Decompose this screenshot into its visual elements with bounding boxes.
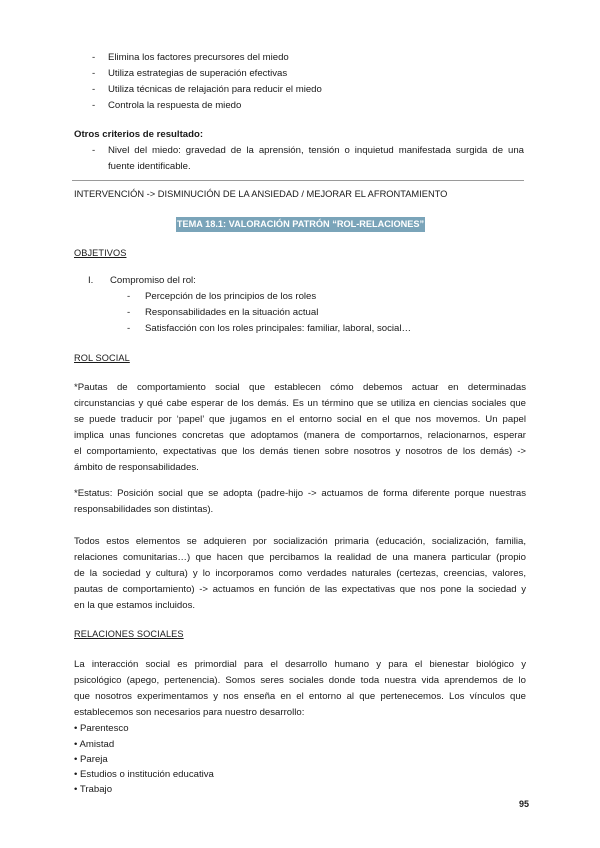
paragraph (74, 657, 526, 721)
list-item (92, 143, 524, 159)
dash-bullet: - (92, 145, 96, 156)
dash-bullet: - (92, 52, 96, 63)
bullet-item: • Pareja (74, 754, 108, 765)
paragraph-line: el comportamiento, expectativas que los demás tienen sobre nosotros y nosotros de los demás) -> (74, 446, 526, 457)
paragraph-line: en la que estamos incluidos. (74, 600, 196, 611)
paragraph-line: psicológico (apego, pertenencia). Somos seres sociales donde toda nuestra vida aprendemos de lo (74, 675, 526, 686)
list-item-text: Utiliza estrategias de superación efectivas (108, 68, 288, 79)
topic-title-banner: TEMA 18.1: VALORACIÓN PATRÓN “ROL-RELACIONES” (176, 217, 425, 232)
paragraph-line: *Pautas de comportamiento social que establecen cómo debemos actuar en determinadas (74, 382, 526, 393)
divider (72, 180, 524, 181)
sub-list-item-text: Percepción de los principios de los roles (145, 291, 317, 302)
dash-bullet: - (127, 323, 131, 334)
paragraph-line: La interacción social es primordial para el desarrollo humano y para el bienestar biológico y (74, 659, 526, 670)
intervencion-line: INTERVENCIÓN -> DISMINUCIÓN DE LA ANSIEDAD / MEJORAR EL AFRONTAMIENTO (74, 189, 448, 199)
paragraph-line: se puede traducir por ‘papel’ que jugamos en el entorno social en el que nos movemos. Un papel (74, 414, 526, 425)
paragraph (74, 486, 526, 518)
sub-list-item-text: Satisfacción con los roles principales: familiar, laboral, social… (145, 323, 412, 334)
sub-list-item-text: Responsabilidades en la situación actual (145, 307, 319, 318)
section-heading-relaciones-sociales: RELACIONES SOCIALES (74, 629, 184, 639)
paragraph-line: circunstancias y qué cabe esperar de los demás. Es un término que se utiliza en ciencias sociales que (74, 398, 526, 409)
bullet-item: • Estudios o institución educativa (74, 769, 214, 780)
section-heading-rol-social: ROL SOCIAL (74, 353, 130, 363)
dash-bullet: - (92, 100, 96, 111)
otros-criterios-title: Otros criterios de resultado: (74, 129, 204, 140)
paragraph-line: *Estatus: Posición social que se adopta (padre-hijo -> actuamos de forma diferente porque nuestras (74, 488, 526, 499)
paragraph-line: establecemos son necesarios para nuestro desarrollo: (74, 707, 305, 718)
paragraph-line: de la sociedad y cultura) y lo incorporamos como verdades naturales (certezas, creencias, valores, (74, 568, 526, 579)
list-item-text: Elimina los factores precursores del miedo (108, 52, 289, 63)
bullet-item: • Amistad (74, 739, 115, 750)
section-heading-objetivos: OBJETIVOS (74, 248, 127, 258)
bullet-item: • Parentesco (74, 723, 129, 734)
objective-item: Compromiso del rol: (110, 275, 196, 286)
paragraph-line: relaciones comunitarias…) que hacen que percibamos la realidad de una manera particular (propio (74, 552, 526, 563)
list-item-continuation: fuente identificable. (108, 161, 191, 172)
page-number: 95 (518, 799, 529, 809)
list-item-text: Controla la respuesta de miedo (108, 100, 242, 111)
paragraph-line: que nosotros experimentamos y nos enseña en el entorno al que pertenecemos. Los vínculos que (74, 691, 526, 702)
dash-bullet: - (127, 307, 131, 318)
bullet-item: • Trabajo (74, 784, 113, 795)
list-item-text: Nivel del miedo: gravedad de la aprensión, tensión o inquietud manifestada surgida de una (108, 145, 524, 156)
paragraph-line: implica unas funciones concretas que adoptamos (manera de comportarnos, relacionarnos, esperar (74, 430, 526, 441)
roman-numeral: I. (88, 275, 94, 286)
paragraph-line: pautas de comportamiento) -> actuamos en función de las expectativas que nos pone la sociedad y (74, 584, 526, 595)
paragraph-line: ámbito de responsabilidades. (74, 462, 199, 473)
dash-bullet: - (92, 84, 96, 95)
dash-bullet: - (127, 291, 131, 302)
paragraph (74, 534, 526, 614)
paragraph-line: Todos estos elementos se adquieren por socialización primaria (educación, socialización, familia, (74, 536, 526, 547)
dash-bullet: - (92, 68, 96, 79)
list-item-text: Utiliza técnicas de relajación para reducir el miedo (108, 84, 322, 95)
paragraph-line: responsabilidades son distintas). (74, 504, 214, 515)
paragraph (74, 380, 526, 476)
